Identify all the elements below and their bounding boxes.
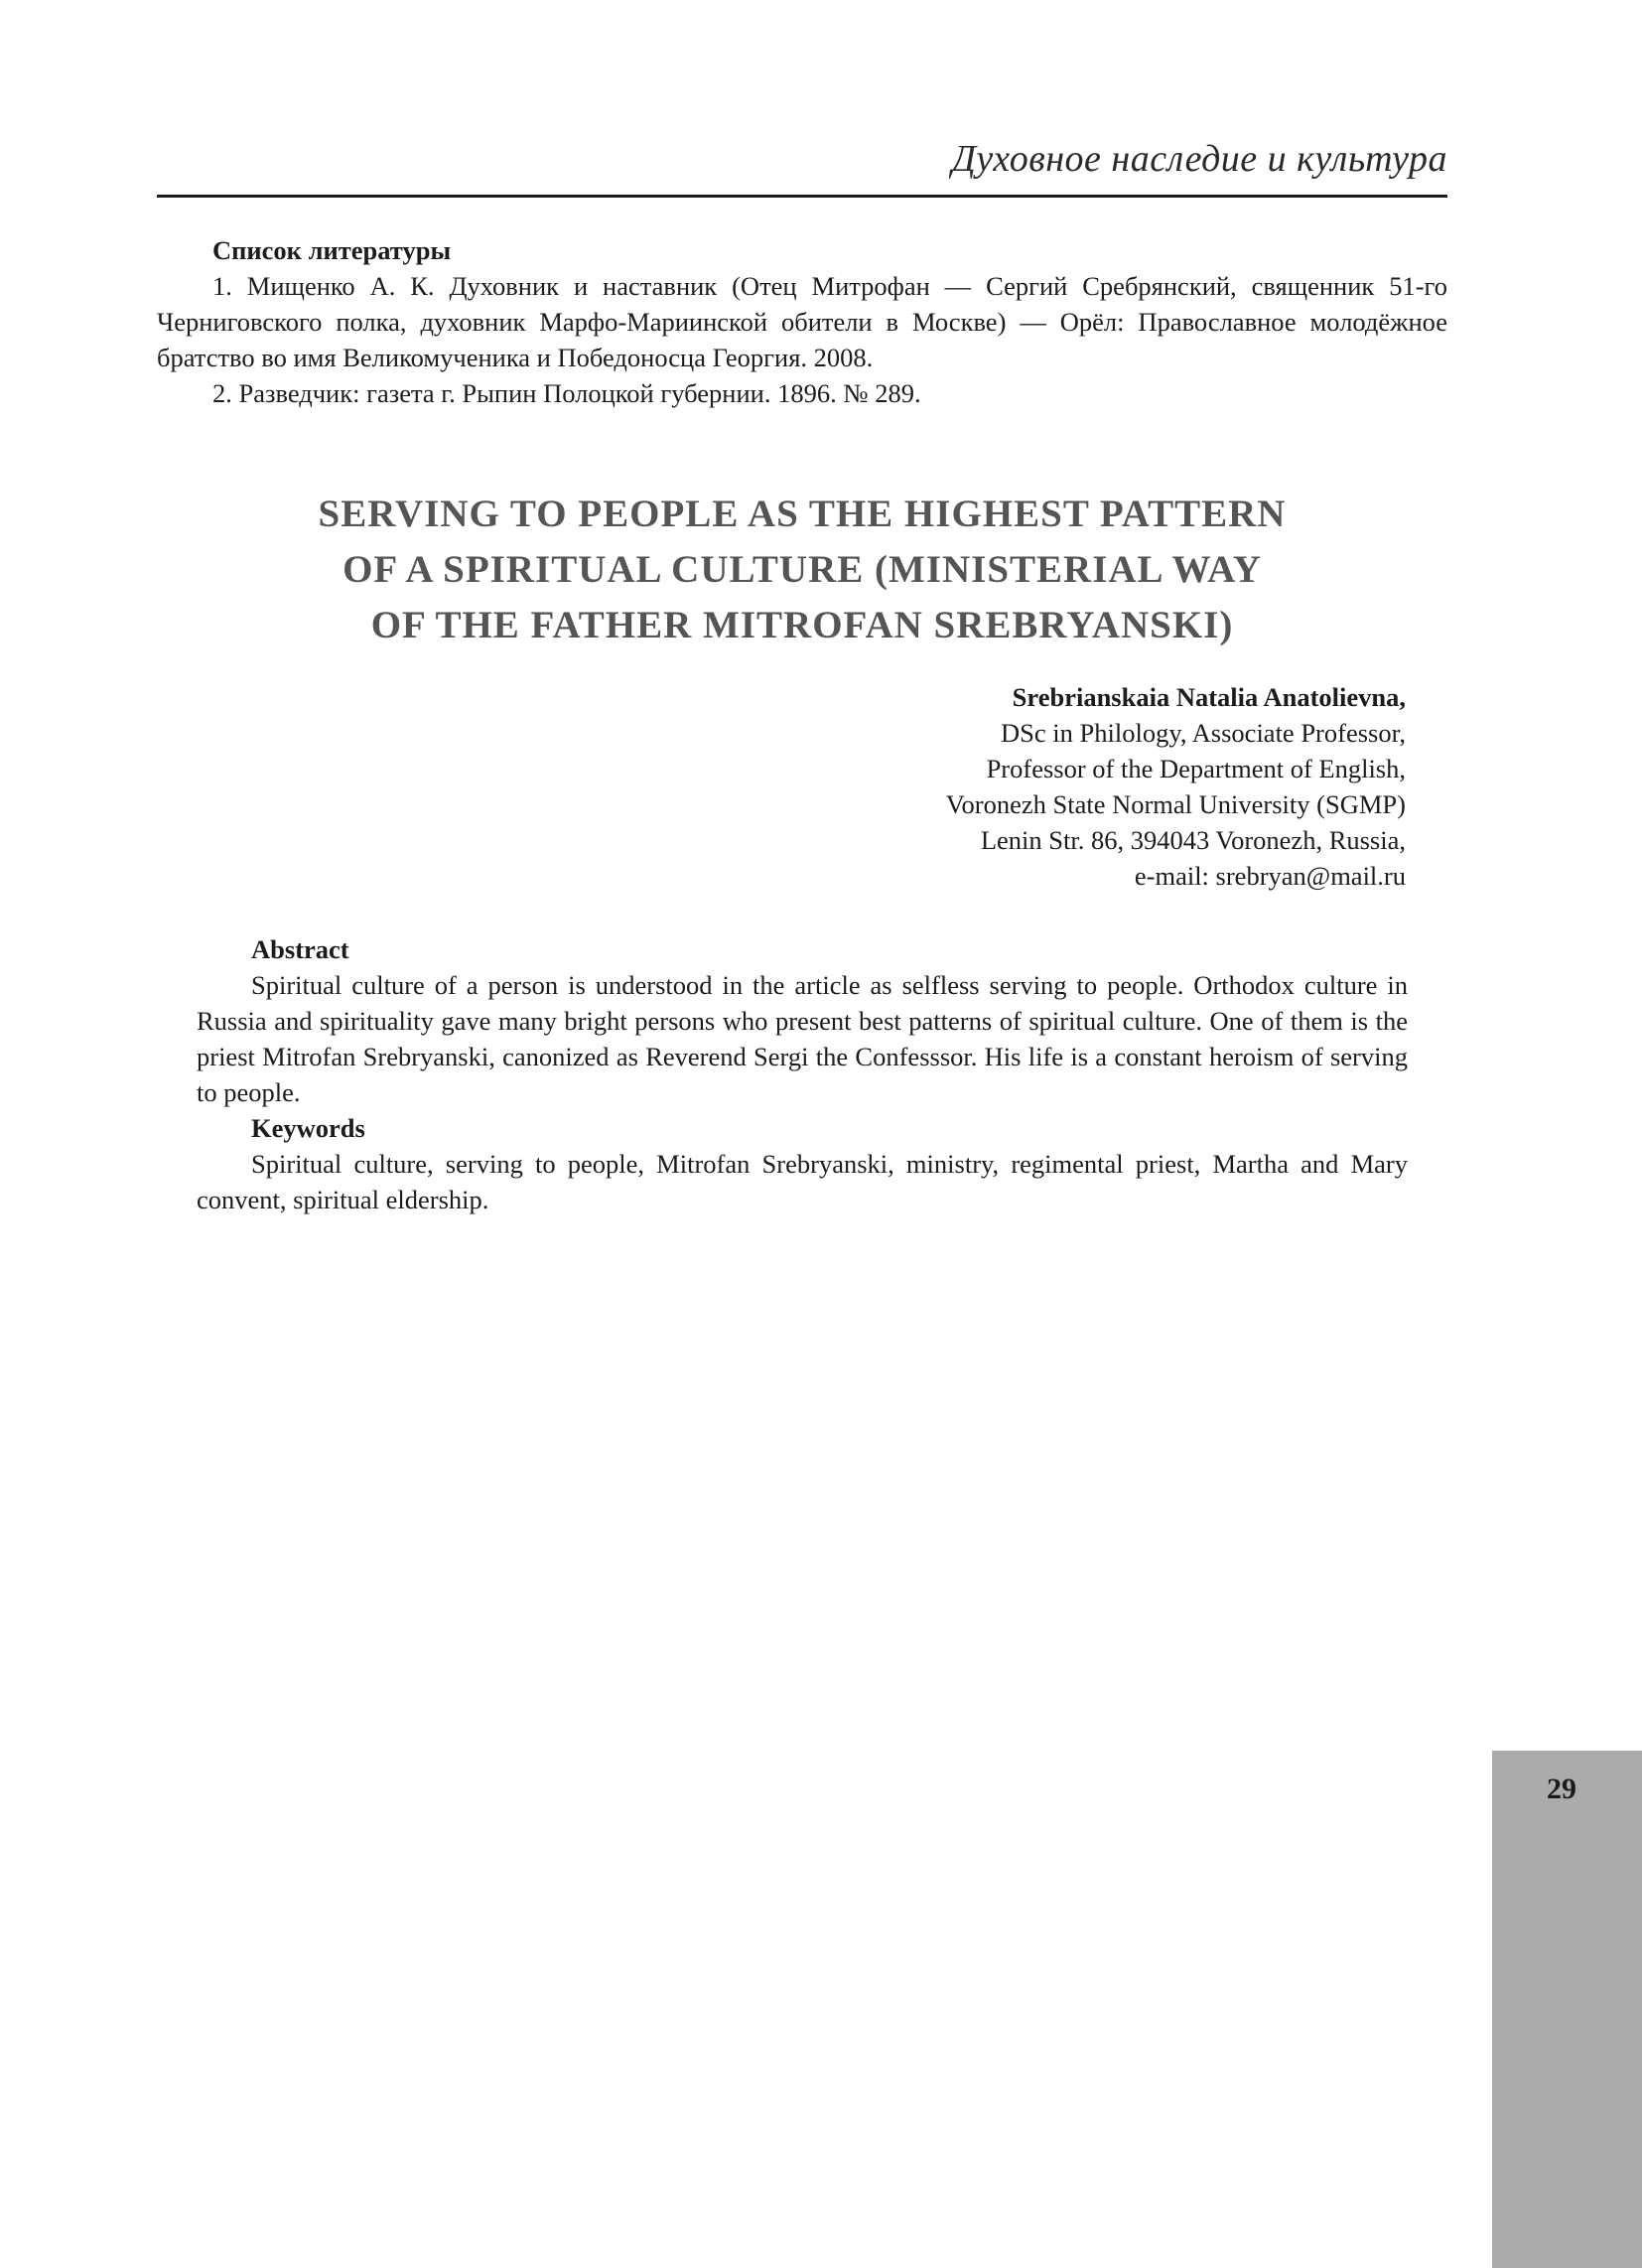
author-email: e-mail: srebryan@mail.ru [1134, 861, 1406, 891]
article-title-line-3: OF THE FATHER MITROFAN SREBRYANSKI) [370, 604, 1234, 646]
abstract-text: Spiritual culture of a person is understood in the article as selfless serving to people. Orthodox culture in Russia and spirituality gave many bright persons who present best patterns of spiritual culture. One of them is the priest Mitrofan Srebryanski, canonized as Reverend Sergi the Confesssor. His life is a constant heroism of serving to people. [197, 970, 1408, 1107]
author-institution: Voronezh State Normal University (SGMP) [945, 789, 1406, 819]
author-address: Lenin Str. 86, 394043 Voronezh, Russia, [980, 825, 1406, 855]
references-title: Список литературы [212, 235, 452, 265]
author-degree: DSc in Philology, Associate Professor, [1001, 718, 1406, 748]
reference-item-2: 2. Разведчик: газета г. Рыпин Полоцкой губернии. 1896. № 289. [212, 378, 921, 408]
keywords-heading: Keywords [251, 1113, 365, 1143]
article-title [157, 487, 1447, 653]
abstract-section [197, 931, 1408, 1217]
reference-item-1: 1. Мищенко А. К. Духовник и наставник (Отец Митрофан — Сергий Сребрянский, священник 51-го Черниговского полка, духовник Марфо-Мариинской обители в Москве) — Орёл: Православное молодёжное братство во имя Великомученика и Победоносца Георгия. 2008. [157, 271, 1447, 372]
author-block [695, 679, 1406, 894]
header-rule [157, 195, 1447, 198]
author-position: Professor of the Department of English, [986, 754, 1406, 783]
author-name: Srebrianskaia Natalia Anatolievna, [1012, 682, 1406, 712]
page-number-tab [1492, 1751, 1642, 2268]
references-section [157, 232, 1447, 411]
article-title-line-1: SERVING TO PEOPLE AS THE HIGHEST PATTERN [318, 493, 1287, 535]
keywords-text: Spiritual culture, serving to people, Mitrofan Srebryanski, ministry, regimental priest, Martha and Mary convent, spiritual eldership. [197, 1149, 1408, 1214]
abstract-heading: Abstract [251, 934, 349, 964]
page-number: 29 [1547, 1772, 1576, 1805]
article-title-line-2: OF A SPIRITUAL CULTURE (MINISTERIAL WAY [342, 548, 1262, 591]
running-header: Духовное наследие и культура [951, 138, 1447, 180]
